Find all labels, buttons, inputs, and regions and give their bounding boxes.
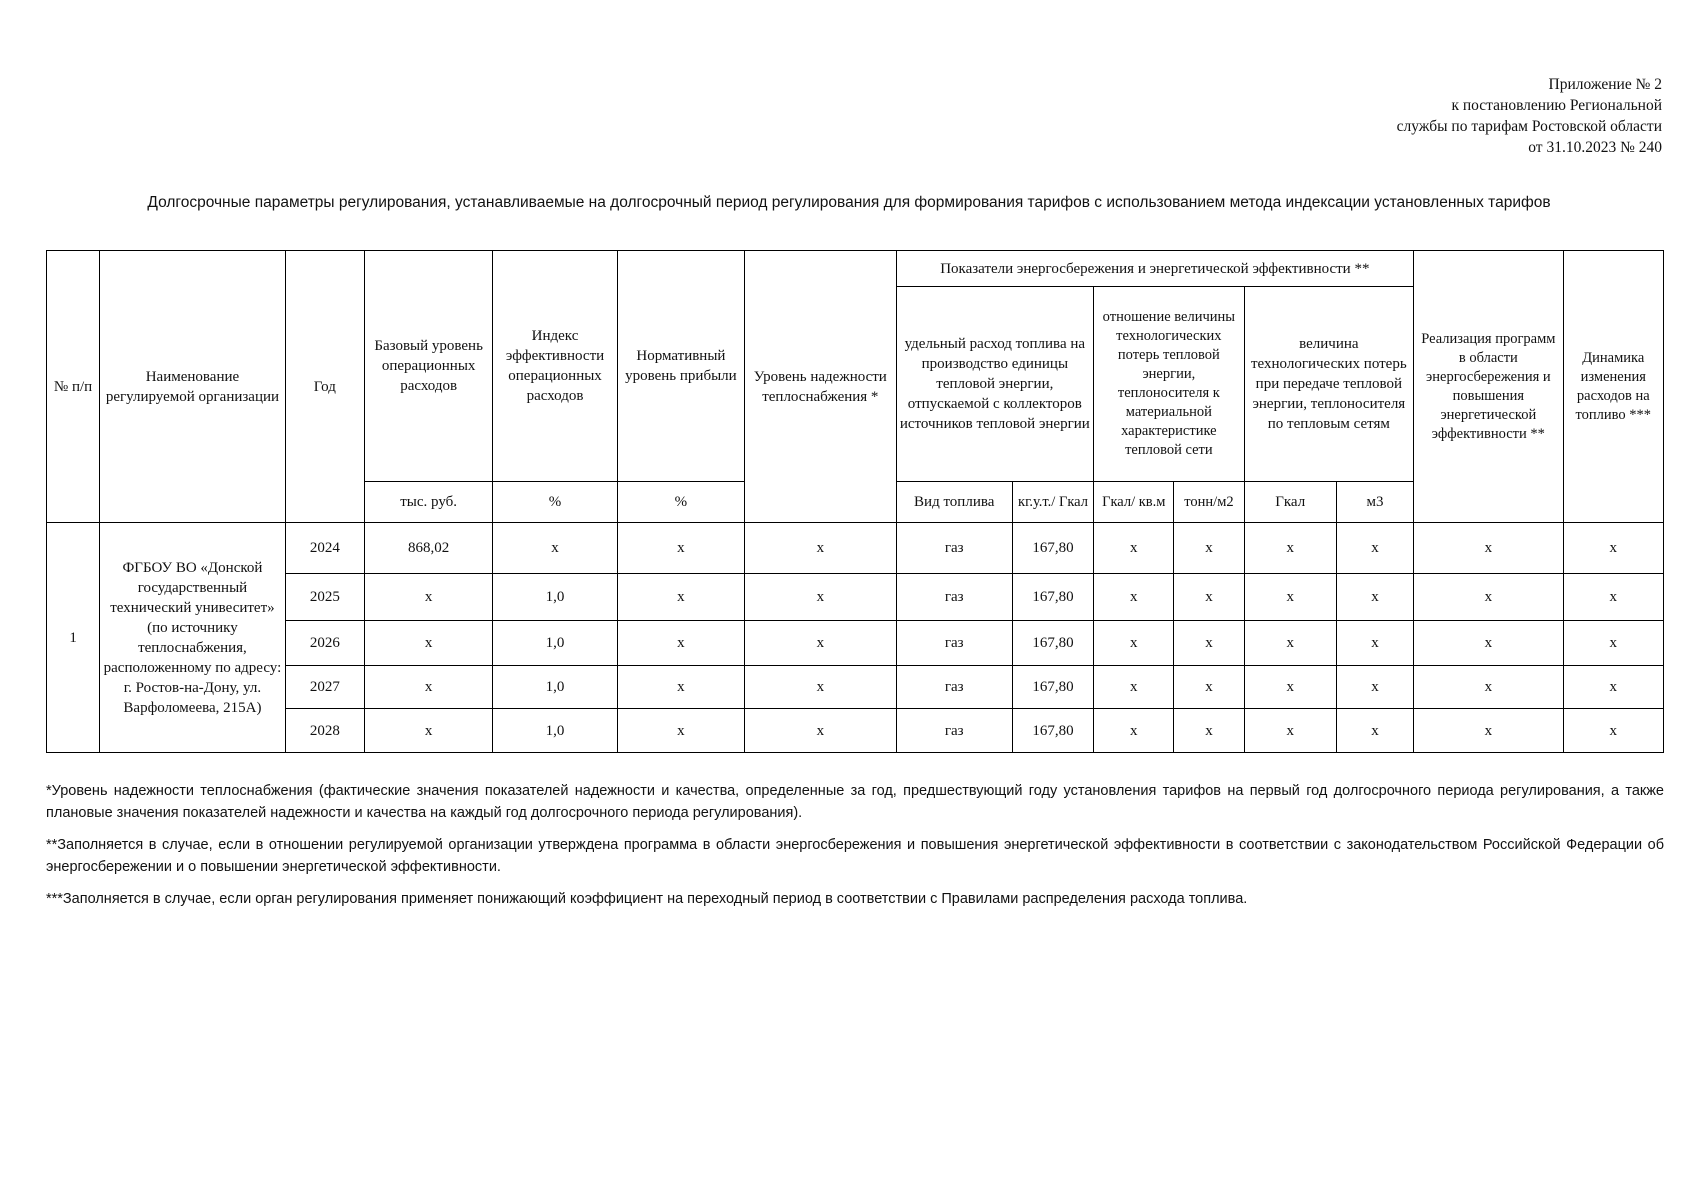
- m3-cell: х: [1336, 709, 1413, 753]
- loss-t-m2-cell: х: [1174, 523, 1244, 574]
- footnote-fuel-coefficient: ***Заполняется в случае, если орган регулирования применяет понижающий коэффициент на переходный период в соответствии с Правилами распределения расхода топлива.: [46, 891, 1248, 907]
- fuel-type-cell: газ: [896, 666, 1012, 709]
- unit-m3: м3: [1336, 482, 1413, 523]
- program-cell: х: [1414, 523, 1563, 574]
- base-cell: х: [364, 574, 492, 621]
- unit-profit: %: [617, 482, 744, 523]
- unit-base: тыс. руб.: [364, 482, 492, 523]
- reliability-cell: х: [745, 523, 896, 574]
- header-num: № п/п: [47, 251, 100, 523]
- header-base: Базовый уровень операционных расходов: [364, 251, 492, 482]
- header-org: Наименование регулируемой организации: [100, 251, 286, 523]
- program-cell: х: [1414, 574, 1563, 621]
- header-specific-fuel: удельный расход топлива на производство единицы тепловой энергии, отпускаемой с коллекторов источников тепловой энергии: [896, 287, 1094, 482]
- header-energy-group: Показатели энергосбережения и энергетической эффективности **: [896, 251, 1414, 287]
- table-row: [47, 523, 1664, 574]
- year-cell: 2025: [285, 574, 364, 621]
- table-row: [47, 574, 1664, 621]
- fuel-rate-cell: 167,80: [1012, 574, 1093, 621]
- parameters-table: [46, 250, 1664, 753]
- loss-gcal-m-cell: х: [1094, 666, 1174, 709]
- fuel-type-cell: газ: [896, 709, 1012, 753]
- header-loss-ratio: отношение величины технологических потерь тепловой энергии, теплоносителя к материальной характеристике тепловой сети: [1094, 287, 1244, 482]
- appendix-line: Приложение № 2: [1548, 76, 1662, 93]
- table-row: [47, 709, 1664, 753]
- reliability-cell: х: [745, 574, 896, 621]
- reliability-cell: х: [745, 709, 896, 753]
- gcal-cell: х: [1244, 574, 1336, 621]
- header-loss-value: величина технологических потерь при передаче тепловой энергии, теплоносителя по тепловым сетям: [1244, 287, 1414, 482]
- profit-cell: х: [617, 523, 744, 574]
- appendix-line: от 31.10.2023 № 240: [1528, 139, 1662, 156]
- profit-cell: х: [617, 666, 744, 709]
- table-row: [47, 621, 1664, 666]
- table-row: [47, 666, 1664, 709]
- dynamics-cell: х: [1563, 666, 1663, 709]
- profit-cell: х: [617, 709, 744, 753]
- loss-gcal-m-cell: х: [1094, 621, 1174, 666]
- reliability-cell: х: [745, 666, 896, 709]
- program-cell: х: [1414, 621, 1563, 666]
- fuel-type-cell: газ: [896, 574, 1012, 621]
- fuel-type-cell: газ: [896, 523, 1012, 574]
- m3-cell: х: [1336, 621, 1413, 666]
- profit-cell: х: [617, 574, 744, 621]
- header-reliability: Уровень надежности теплоснабжения *: [745, 251, 896, 523]
- gcal-cell: х: [1244, 523, 1336, 574]
- header-index: Индекс эффективности операционных расходов: [493, 251, 617, 482]
- loss-gcal-m-cell: х: [1094, 523, 1174, 574]
- unit-fuel-rate: кг.у.т./ Гкал: [1012, 482, 1093, 523]
- index-cell: 1,0: [493, 621, 617, 666]
- appendix-line: к постановлению Региональной: [1451, 97, 1662, 114]
- fuel-rate-cell: 167,80: [1012, 666, 1093, 709]
- header-dynamics: Динамика изменения расходов на топливо ***: [1563, 251, 1663, 523]
- loss-t-m2-cell: х: [1174, 621, 1244, 666]
- year-cell: 2027: [285, 666, 364, 709]
- appendix-line: службы по тарифам Ростовской области: [1396, 118, 1662, 135]
- unit-gcal: Гкал: [1244, 482, 1336, 523]
- dynamics-cell: х: [1563, 709, 1663, 753]
- unit-loss-t-m2: тонн/м2: [1174, 482, 1244, 523]
- program-cell: х: [1414, 709, 1563, 753]
- row-number-cell: 1: [47, 523, 100, 753]
- fuel-rate-cell: 167,80: [1012, 523, 1093, 574]
- year-cell: 2026: [285, 621, 364, 666]
- index-cell: 1,0: [493, 666, 617, 709]
- dynamics-cell: х: [1563, 523, 1663, 574]
- dynamics-cell: х: [1563, 574, 1663, 621]
- footnote-reliability: *Уровень надежности теплоснабжения (фактические значения показателей надежности и качества, определенные за год, предшествующий году установления тарифов на первый год долгосрочного периода регулирования, а также плановые значения показателей надежности и качества на каждый год долгосрочного периода регулирования).: [46, 783, 1664, 821]
- index-cell: 1,0: [493, 709, 617, 753]
- index-cell: х: [493, 523, 617, 574]
- unit-loss-gcal-m: Гкал/ кв.м: [1094, 482, 1174, 523]
- loss-gcal-m-cell: х: [1094, 574, 1174, 621]
- unit-index: %: [493, 482, 617, 523]
- base-cell: х: [364, 709, 492, 753]
- base-cell: 868,02: [364, 523, 492, 574]
- org-name-cell: ФГБОУ ВО «Донской государственный технический унивеситет» (по источнику теплоснабжения, расположенному по адресу: г. Ростов-на-Дону, ул. Варфоломеева, 215А): [100, 523, 286, 753]
- loss-t-m2-cell: х: [1174, 666, 1244, 709]
- unit-fuel-type: Вид топлива: [896, 482, 1012, 523]
- loss-t-m2-cell: х: [1174, 574, 1244, 621]
- footnotes: [46, 780, 1664, 920]
- footnote-energy-program: **Заполняется в случае, если в отношении регулируемой организации утверждена программа в области энергосбережения и повышения энергетической эффективности в соответствии с законодательством Российской Федерации об энергосбережении и о повышении энергетической эффективности.: [46, 837, 1664, 875]
- document-title: Долгосрочные параметры регулирования, устанавливаемые на долгосрочный период регулирования для формирования тарифов с использованием метода индексации установленных тарифов: [147, 194, 1551, 211]
- m3-cell: х: [1336, 574, 1413, 621]
- loss-gcal-m-cell: х: [1094, 709, 1174, 753]
- fuel-rate-cell: 167,80: [1012, 709, 1093, 753]
- gcal-cell: х: [1244, 709, 1336, 753]
- year-cell: 2028: [285, 709, 364, 753]
- gcal-cell: х: [1244, 621, 1336, 666]
- base-cell: х: [364, 666, 492, 709]
- reliability-cell: х: [745, 621, 896, 666]
- header-year: Год: [285, 251, 364, 523]
- dynamics-cell: х: [1563, 621, 1663, 666]
- loss-t-m2-cell: х: [1174, 709, 1244, 753]
- gcal-cell: х: [1244, 666, 1336, 709]
- program-cell: х: [1414, 666, 1563, 709]
- header-profit: Нормативный уровень прибыли: [617, 251, 744, 482]
- header-program: Реализация программ в области энергосбережения и повышения энергетической эффективности **: [1414, 251, 1563, 523]
- year-cell: 2024: [285, 523, 364, 574]
- fuel-type-cell: газ: [896, 621, 1012, 666]
- m3-cell: х: [1336, 666, 1413, 709]
- fuel-rate-cell: 167,80: [1012, 621, 1093, 666]
- base-cell: х: [364, 621, 492, 666]
- profit-cell: х: [617, 621, 744, 666]
- index-cell: 1,0: [493, 574, 617, 621]
- appendix-block: [1242, 74, 1662, 158]
- m3-cell: х: [1336, 523, 1413, 574]
